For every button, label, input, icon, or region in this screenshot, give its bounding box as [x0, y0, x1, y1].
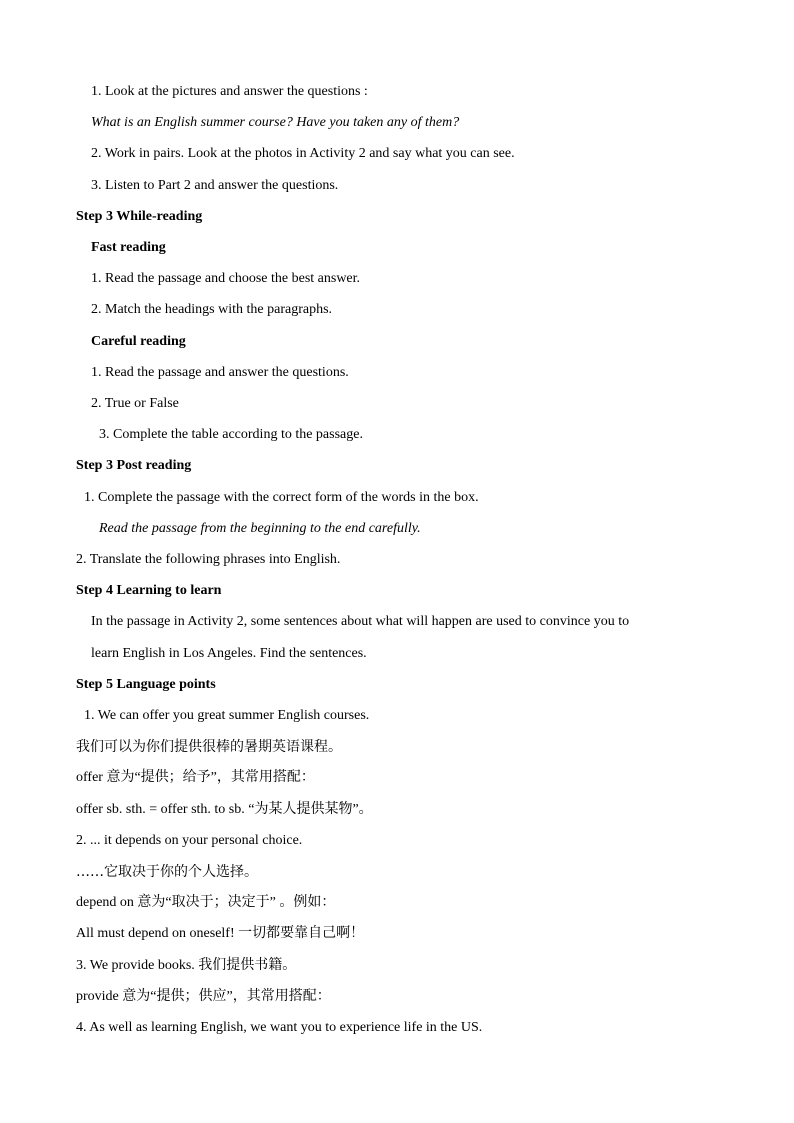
heading-learning-to-learn: Step 4 Learning to learn [76, 583, 222, 598]
careful-reading-item-3: 3. Complete the table according to the passage. [99, 427, 363, 442]
language-point-1: 1. We can offer you great summer English courses. [84, 708, 370, 723]
careful-reading-item-1: 1. Read the passage and answer the questions. [91, 365, 349, 380]
fast-reading-item-1: 1. Read the passage and choose the best answer. [91, 271, 361, 286]
post-reading-item-1: 1. Complete the passage with the correct form of the words in the box. [84, 490, 479, 505]
post-reading-note: Read the passage from the beginning to the end carefully. [99, 521, 421, 536]
offer-meaning: offer 意为“提供；给予”，其常用搭配： [76, 770, 315, 785]
careful-reading-item-2: 2. True or False [91, 396, 179, 411]
learning-paragraph-line-2: learn English in Los Angeles. Find the sentences. [91, 646, 367, 661]
language-point-2-translation: ……它取决于你的个人选择。 [76, 864, 258, 880]
subheading-fast-reading: Fast reading [91, 240, 166, 255]
heading-language-points: Step 5 Language points [76, 677, 216, 692]
learning-paragraph-line-1: In the passage in Activity 2, some sentences about what will happen are used to convince you to [91, 614, 630, 629]
instruction-listen: 3. Listen to Part 2 and answer the questions. [91, 178, 339, 193]
language-point-1-translation: 我们可以为你们提供很棒的暑期英语课程。 [76, 739, 342, 755]
language-point-3: 3. We provide books. 我们提供书籍。 [76, 958, 297, 973]
heading-while-reading: Step 3 While-reading [76, 209, 203, 224]
heading-post-reading: Step 3 Post reading [76, 458, 192, 473]
provide-meaning: provide 意为“提供；供应”，其常用搭配： [76, 989, 331, 1004]
instruction-work-in-pairs: 2. Work in pairs. Look at the photos in Activity 2 and say what you can see. [91, 146, 515, 161]
fast-reading-item-2: 2. Match the headings with the paragraphs. [91, 302, 333, 317]
offer-collocation: offer sb. sth. = offer sth. to sb. “为某人提供某物”。 [76, 802, 373, 817]
depend-on-example: All must depend on oneself! 一切都要靠自己啊！ [76, 926, 365, 941]
instruction-look-at-pictures: 1. Look at the pictures and answer the questions : [91, 84, 368, 99]
language-point-4: 4. As well as learning English, we want you to experience life in the US. [76, 1020, 483, 1035]
question-summer-course: What is an English summer course? Have you taken any of them? [91, 115, 460, 130]
subheading-careful-reading: Careful reading [91, 334, 186, 349]
depend-on-meaning: depend on 意为“取决于；决定于” 。例如： [76, 895, 336, 910]
language-point-2: 2. ... it depends on your personal choice. [76, 833, 303, 848]
post-reading-item-2: 2. Translate the following phrases into English. [76, 552, 341, 567]
